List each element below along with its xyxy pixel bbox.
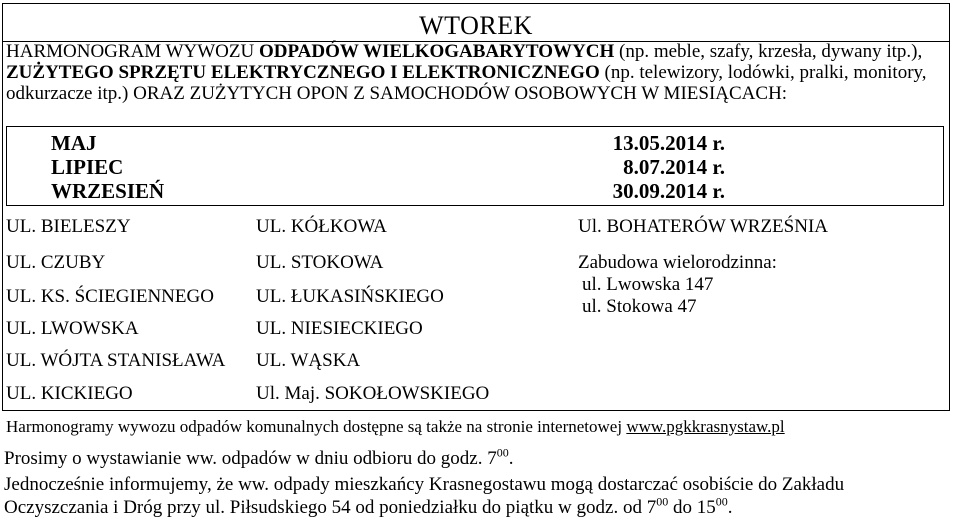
time-superscript: 00 — [496, 445, 509, 460]
month-name: WRZESIEŃ — [51, 179, 165, 203]
header-part2: ODPADÓW WIELKOGABARYTOWYCH — [258, 41, 615, 62]
header-text — [6, 41, 936, 104]
title-row — [3, 4, 949, 42]
info-text: Oczyszczania i Dróg przy ul. Piłsudskiego 54 od poniedziałku do piątku w godz. od 7 — [4, 497, 657, 518]
street-item: UL. KÓŁKOWA — [256, 216, 387, 237]
month-name: LIPIEC — [51, 155, 124, 179]
street-item: UL. ŁUKASIŃSKIEGO — [256, 286, 444, 307]
month-row — [7, 179, 943, 205]
street-item: UL. WÓJTA STANISŁAWA — [6, 350, 226, 371]
address-item: ul. Lwowska 147 — [582, 274, 714, 295]
header-part5: (np. telewizory, lodówki, pralki, monitory, odkurzacze itp.) ORAZ ZUŻYTYCH OPON Z SAMOCHODÓW OSOBOWYCH W MIESIĄCACH: — [6, 62, 927, 104]
month-row — [7, 131, 943, 157]
time-superscript: 00 — [656, 494, 669, 509]
website-link[interactable]: www.pgkkrasnystaw.pl — [626, 417, 785, 436]
month-date: 8.07.2014 r. — [623, 155, 725, 179]
info-line-3 — [4, 494, 733, 519]
time-superscript: 00 — [715, 494, 728, 509]
month-name: MAJ — [51, 131, 97, 155]
info-end: . — [508, 448, 514, 469]
street-item: UL. KS. ŚCIEGIENNEGO — [6, 286, 214, 307]
footer-note — [6, 417, 785, 437]
header-part3: (np. meble, szafy, krzesła, dywany itp.), — [614, 41, 923, 62]
street-item: Ul. BOHATERÓW WRZEŚNIA — [578, 216, 828, 237]
street-item: UL. LWOWSKA — [6, 318, 139, 339]
street-item: UL. WĄSKA — [256, 350, 361, 371]
day-title: WTOREK — [419, 11, 533, 40]
info-line-1 — [4, 445, 514, 470]
info-end: . — [727, 497, 733, 518]
header-part4: ZUŻYTEGO SPRZĘTU ELEKTRYCZNEGO I ELEKTRONICZNEGO — [6, 62, 600, 83]
month-row — [7, 155, 943, 181]
month-date: 13.05.2014 r. — [612, 131, 725, 155]
street-item: Ul. Maj. SOKOŁOWSKIEGO — [256, 383, 490, 404]
street-item: UL. BIELESZY — [6, 216, 131, 237]
months-box — [6, 126, 944, 206]
street-item: UL. NIESIECKIEGO — [256, 318, 423, 339]
multi-family-label: Zabudowa wielorodzinna: — [578, 252, 777, 273]
month-date: 30.09.2014 r. — [612, 179, 725, 203]
street-item: UL. CZUBY — [6, 252, 106, 273]
info-mid: do 15 — [668, 497, 716, 518]
header-part1: HARMONOGRAM WYWOZU — [6, 41, 259, 62]
footer-text: Harmonogramy wywozu odpadów komunalnych dostępne są także na stronie internetowej — [6, 417, 627, 436]
street-item: UL. KICKIEGO — [6, 383, 133, 404]
info-text: Prosimy o wystawianie ww. odpadów w dniu odbioru do godz. 7 — [4, 448, 497, 469]
info-line-2: Jednocześnie informujemy, że ww. odpady mieszkańcy Krasnegostawu mogą dostarczać osobiście do Zakładu — [4, 474, 845, 495]
street-item: UL. STOKOWA — [256, 252, 384, 273]
address-item: ul. Stokowa 47 — [582, 296, 697, 317]
